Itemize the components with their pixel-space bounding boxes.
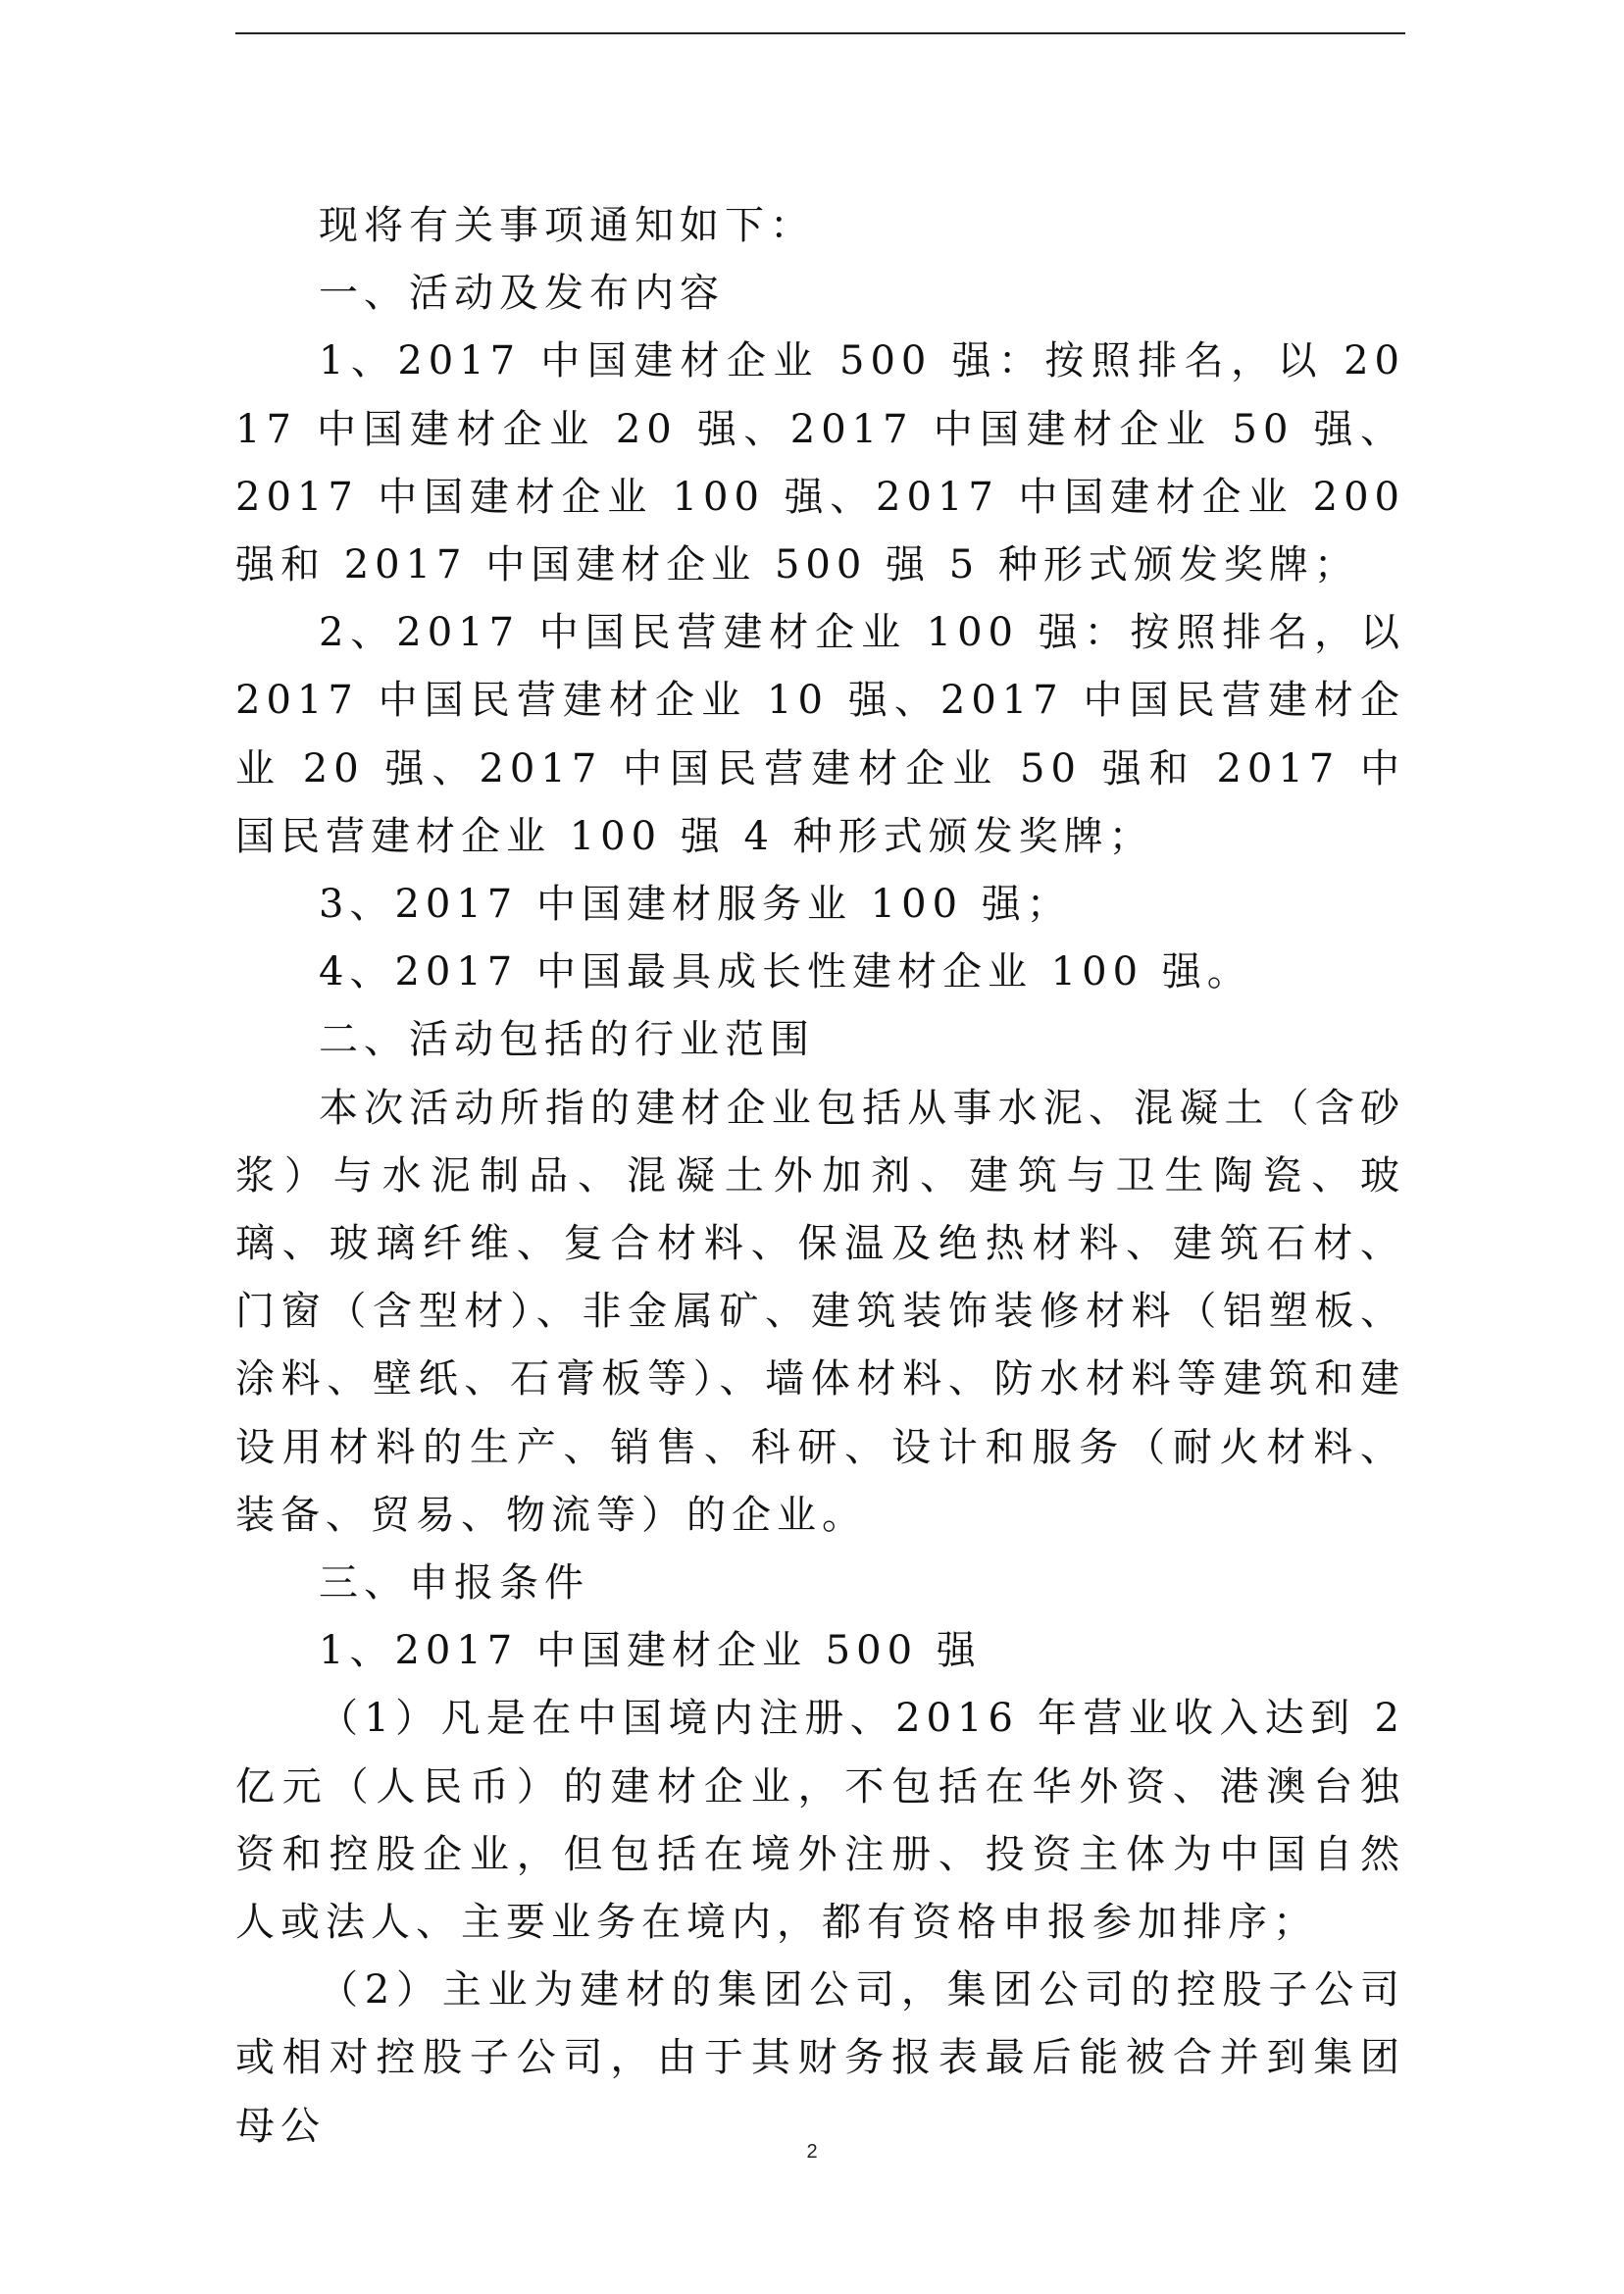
page-number: 2 [806,2141,818,2163]
paragraph-item-1: 1、2017 中国建材企业 500 强：按照排名，以 2017 中国建材企业 20 强、2017 中国建材企业 50 强、2017 中国建材企业 100 强、2017 中国建材企业 200 强和 2017 中国建材企业 500 强 5 种形式颁发奖牌； [235,338,1405,588]
section-heading-3: 三、申报条件 [319,1560,589,1606]
section-heading-2: 二、活动包括的行业范围 [319,1017,815,1063]
paragraph-item-2: 2、2017 中国民营建材企业 100 强：按照排名，以 2017 中国民营建材企业 10 强、2017 中国民营建材企业 20 强、2017 中国民营建材企业 50 强和 2017 中国民营建材企业 100 强 4 种形式颁发奖牌； [235,610,1405,859]
paragraph-item-3: 3、2017 中国建材服务业 100 强； [319,882,1072,928]
paragraph-item-4: 4、2017 中国最具成长性建材企业 100 强。 [319,949,1252,995]
document-body [235,192,1405,2161]
paragraph-intro: 现将有关事项通知如下： [319,203,815,248]
paragraph-industry-scope: 本次活动所指的建材企业包括从事水泥、混凝土（含砂浆）与水泥制品、混凝土外加剂、建筑与卫生陶瓷、玻璃、玻璃纤维、复合材料、保温及绝热材料、建筑石材、门窗（含型材）、非金属矿、建筑装饰装修材料（铝塑板、涂料、壁纸、石膏板等）、墙体材料、防水材料等建筑和建设用材料的生产、销售、科研、设计和服务（耐火材料、装备、贸易、物流等）的企业。 [235,1085,1405,1538]
subheading-500-strong: 1、2017 中国建材企业 500 强 [319,1628,982,1674]
section-heading-1: 一、活动及发布内容 [319,271,725,317]
paragraph-condition-2: （2）主业为建材的集团公司，集团公司的控股子公司或相对控股子公司，由于其财务报表最后能被合并到集团母公 [235,1967,1405,2149]
paragraph-condition-1: （1）凡是在中国境内注册、2016 年营业收入达到 2 亿元（人民币）的建材企业，不包括在华外资、港澳台独资和控股企业，但包括在境外注册、投资主体为中国自然人或法人、主要业务在境内，都有资格申报参加排序； [235,1696,1405,1946]
header-rule [235,32,1405,34]
